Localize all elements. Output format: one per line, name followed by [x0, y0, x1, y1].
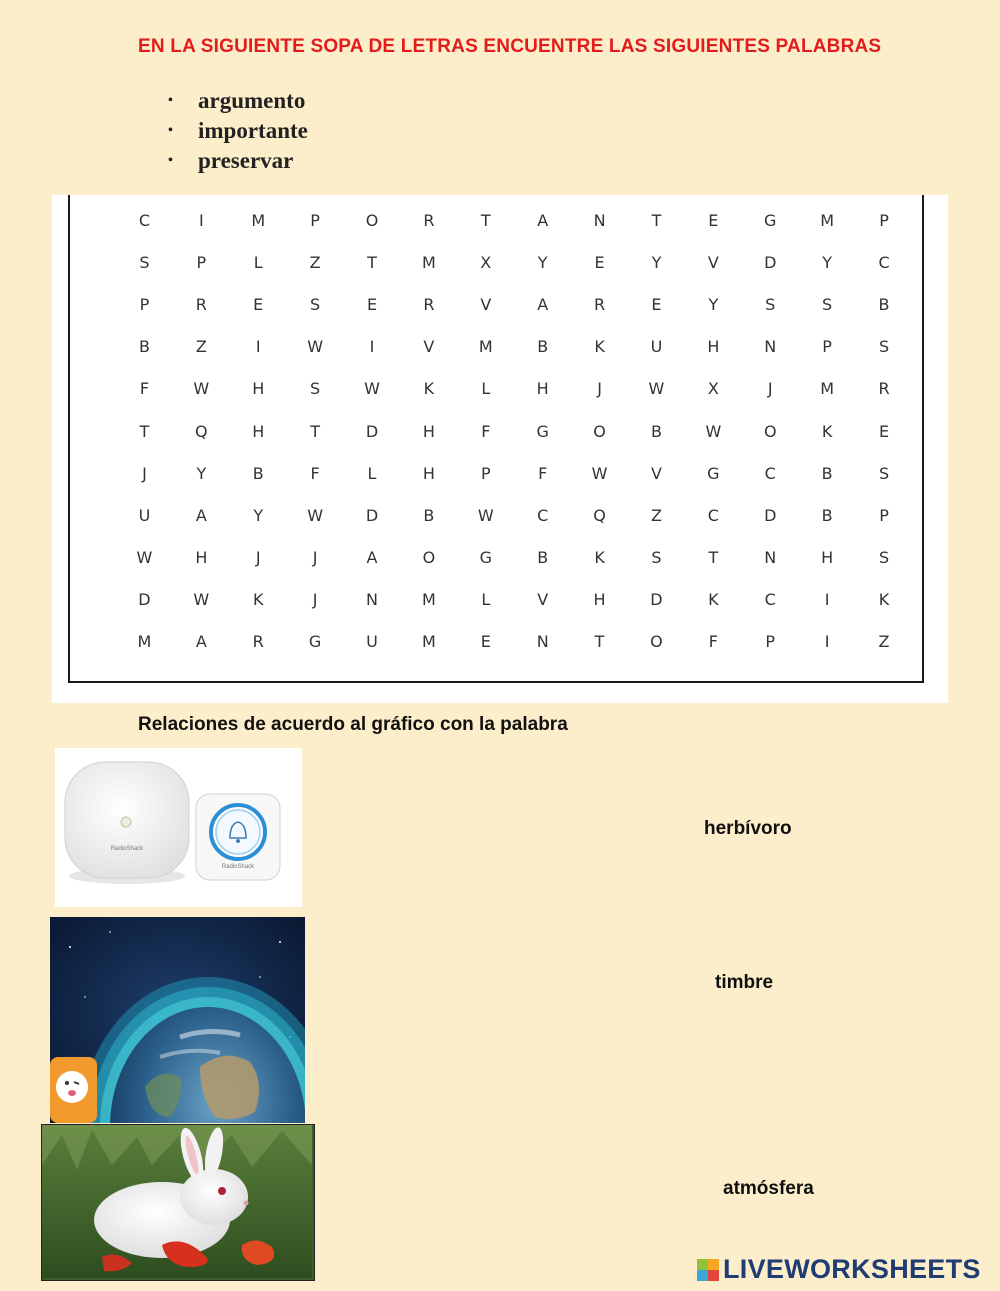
grid-cell[interactable]: M — [820, 379, 835, 399]
grid-cell[interactable]: T — [594, 632, 605, 652]
grid-cell[interactable]: P — [879, 505, 889, 525]
letter-grid — [116, 199, 912, 663]
grid-cell[interactable]: K — [821, 421, 833, 441]
grid-cell[interactable]: H — [593, 590, 606, 610]
grid-cell[interactable]: M — [421, 590, 436, 610]
grid-cell[interactable]: Y — [253, 505, 264, 525]
word-item: argumento — [198, 88, 306, 113]
grid-cell[interactable]: D — [365, 505, 379, 525]
earth-atmosphere-image[interactable] — [50, 917, 305, 1123]
grid-cell[interactable]: C — [764, 463, 776, 483]
grid-cell[interactable]: F — [139, 379, 150, 399]
grid-cell[interactable]: W — [648, 379, 665, 399]
grid-cell[interactable]: G — [308, 632, 322, 652]
doorbell-brand-label: RadioShack — [110, 846, 144, 852]
grid-cell[interactable]: H — [195, 548, 208, 568]
grid-cell[interactable]: V — [707, 252, 719, 272]
grid-cell[interactable]: W — [193, 590, 210, 610]
grid-cell[interactable]: Y — [651, 252, 662, 272]
grid-cell[interactable]: U — [650, 337, 663, 357]
grid-cell[interactable]: N — [536, 632, 549, 652]
grid-cell[interactable]: S — [310, 379, 321, 399]
grid-cell[interactable]: P — [310, 210, 320, 230]
grid-cell[interactable]: Y — [537, 252, 548, 272]
grid-cell[interactable]: K — [878, 590, 890, 610]
grid-cell[interactable]: J — [767, 379, 773, 399]
grid-cell[interactable]: B — [821, 463, 833, 483]
grid-cell[interactable]: M — [478, 337, 493, 357]
target-word-list — [168, 86, 308, 176]
grid-cell[interactable]: C — [764, 590, 776, 610]
grid-cell[interactable]: N — [366, 590, 378, 610]
doorbell-button-brand-label: RadioShack — [221, 864, 255, 870]
grid-cell[interactable]: Y — [708, 294, 719, 314]
grid-cell[interactable]: I — [255, 337, 261, 357]
grid-cell[interactable]: G — [479, 548, 492, 568]
grid-cell[interactable]: P — [139, 294, 150, 314]
brand-name: LIVEWORKSHEETS — [723, 1254, 981, 1284]
grid-cell[interactable]: R — [252, 632, 264, 652]
grid-cell[interactable]: N — [764, 548, 777, 568]
grid-cell[interactable]: O — [593, 421, 606, 441]
grid-cell[interactable]: Y — [196, 463, 207, 483]
grid-cell[interactable]: C — [878, 252, 890, 272]
grid-cell[interactable]: D — [365, 421, 379, 441]
grid-cell[interactable]: R — [594, 294, 606, 314]
grid-cell[interactable]: O — [763, 421, 777, 441]
grid-cell[interactable]: D — [138, 590, 151, 610]
grid-cell[interactable]: U — [366, 632, 378, 652]
grid-cell[interactable]: V — [537, 590, 549, 610]
grid-cell[interactable]: I — [824, 590, 830, 610]
grid-cell[interactable]: A — [195, 632, 207, 652]
grid-cell[interactable]: B — [537, 337, 549, 357]
grid-cell[interactable]: E — [878, 421, 890, 441]
grid-cell[interactable]: P — [765, 632, 776, 652]
grid-cell[interactable]: E — [366, 294, 378, 314]
grid-cell[interactable]: Z — [195, 337, 207, 357]
grid-cell[interactable]: A — [366, 548, 378, 568]
grid-cell[interactable]: L — [481, 590, 491, 610]
grid-cell[interactable]: H — [821, 548, 834, 568]
grid-cell[interactable]: M — [137, 632, 152, 652]
grid-cell[interactable]: G — [764, 210, 777, 230]
doorbell-image[interactable] — [55, 748, 302, 907]
grid-cell[interactable]: W — [477, 505, 494, 525]
grid-cell[interactable]: K — [708, 590, 719, 610]
grid-cell[interactable]: T — [139, 421, 150, 441]
matching-instructions: Relaciones de acuerdo al gráfico con la palabra — [138, 714, 568, 735]
grid-cell[interactable]: P — [480, 463, 491, 483]
grid-cell[interactable]: W — [591, 463, 608, 483]
word-item: preservar — [198, 148, 294, 173]
logo-mark-icon — [697, 1259, 719, 1281]
rabbit-image[interactable] — [41, 1124, 315, 1281]
grid-cell[interactable]: H — [422, 421, 435, 441]
grid-cell[interactable]: W — [307, 505, 324, 525]
grid-cell[interactable]: H — [252, 379, 265, 399]
grid-cell[interactable]: O — [650, 632, 663, 652]
grid-cell[interactable]: U — [138, 505, 151, 525]
grid-cell[interactable]: A — [537, 210, 549, 230]
list-item — [168, 146, 308, 176]
grid-cell[interactable]: E — [651, 294, 662, 314]
match-word-atmosfera[interactable]: atmósfera — [723, 1178, 814, 1199]
grid-cell[interactable]: A — [537, 294, 549, 314]
grid-cell[interactable]: R — [423, 294, 435, 314]
grid-cell[interactable]: P — [196, 252, 207, 272]
grid-cell[interactable]: J — [142, 463, 147, 483]
grid-cell[interactable]: D — [764, 505, 777, 525]
grid-cell[interactable]: G — [707, 463, 720, 483]
grid-cell[interactable]: F — [538, 463, 548, 483]
grid-cell[interactable]: J — [255, 548, 261, 568]
grid-cell[interactable]: D — [650, 590, 663, 610]
grid-cell[interactable]: C — [707, 505, 719, 525]
grid-cell[interactable]: H — [422, 463, 435, 483]
grid-cell[interactable]: N — [764, 337, 777, 357]
grid-cell[interactable]: R — [195, 294, 207, 314]
grid-cell[interactable]: W — [307, 337, 324, 357]
grid-cell[interactable]: Z — [309, 252, 321, 272]
grid-cell[interactable]: S — [878, 548, 890, 568]
grid-cell[interactable]: A — [195, 505, 207, 525]
grid-cell[interactable]: H — [536, 379, 549, 399]
grid-cell[interactable]: S — [822, 294, 833, 314]
bullet: • — [168, 153, 173, 168]
list-item — [168, 116, 308, 146]
grid-cell[interactable]: B — [423, 505, 435, 525]
grid-cell[interactable]: Q — [593, 505, 606, 525]
grid-cell[interactable]: I — [824, 632, 830, 652]
bullet: • — [168, 93, 173, 108]
grid-cell[interactable]: F — [310, 463, 320, 483]
grid-cell[interactable]: S — [139, 252, 150, 272]
word-item: importante — [198, 118, 308, 143]
grid-cell[interactable]: J — [312, 590, 318, 610]
grid-cell[interactable]: O — [365, 210, 379, 230]
list-item — [168, 86, 308, 116]
grid-cell[interactable]: B — [537, 548, 549, 568]
grid-cell[interactable]: S — [878, 463, 890, 483]
grid-cell[interactable]: C — [138, 210, 151, 230]
grid-cell[interactable]: K — [594, 337, 605, 357]
grid-cell[interactable]: V — [480, 294, 492, 314]
grid-cell[interactable]: I — [198, 210, 204, 230]
grid-cell[interactable]: S — [878, 337, 890, 357]
grid-cell[interactable]: J — [312, 548, 318, 568]
grid-cell[interactable]: E — [594, 252, 605, 272]
match-word-herbivoro[interactable]: herbívoro — [704, 818, 792, 839]
word-search-frame — [68, 195, 924, 683]
grid-cell[interactable]: Z — [878, 632, 890, 652]
grid-cell[interactable]: S — [765, 294, 776, 314]
grid-cell[interactable]: Z — [650, 505, 662, 525]
grid-cell[interactable]: O — [422, 548, 436, 568]
grid-cell[interactable]: M — [820, 210, 835, 230]
grid-cell[interactable]: M — [421, 252, 436, 272]
grid-cell[interactable]: B — [138, 337, 150, 357]
grid-cell[interactable]: I — [369, 337, 375, 357]
liveworksheets-logo — [697, 1254, 981, 1285]
grid-cell[interactable]: H — [252, 421, 265, 441]
grid-cell[interactable]: T — [310, 421, 320, 441]
grid-cell[interactable]: E — [480, 632, 491, 652]
grid-cell[interactable]: R — [423, 210, 435, 230]
grid-cell[interactable]: X — [707, 379, 719, 399]
grid-cell[interactable]: D — [764, 252, 777, 272]
grid-cell[interactable]: W — [364, 379, 380, 399]
grid-cell[interactable]: B — [252, 463, 264, 483]
grid-cell[interactable]: K — [423, 379, 435, 399]
grid-cell[interactable]: E — [253, 294, 264, 314]
instructions-title: EN LA SIGUIENTE SOPA DE LETRAS ENCUENTRE LAS SIGUIENTES PALABRAS — [138, 36, 882, 57]
grid-cell[interactable]: R — [878, 379, 890, 399]
grid-cell[interactable]: G — [536, 421, 549, 441]
grid-cell[interactable]: V — [650, 463, 662, 483]
word-search-panel — [52, 195, 948, 703]
grid-cell[interactable]: B — [821, 505, 833, 525]
grid-cell[interactable]: P — [822, 337, 832, 357]
grid-cell[interactable]: K — [252, 590, 264, 610]
grid-cell[interactable]: F — [481, 421, 491, 441]
grid-cell[interactable]: T — [708, 548, 719, 568]
grid-cell[interactable]: J — [597, 379, 602, 399]
grid-cell[interactable]: S — [651, 548, 662, 568]
grid-cell[interactable]: M — [421, 632, 436, 652]
grid-cell[interactable]: T — [651, 210, 662, 230]
grid-cell[interactable]: W — [193, 379, 210, 399]
grid-cell[interactable]: E — [708, 210, 719, 230]
grid-cell[interactable]: Y — [822, 252, 833, 272]
grid-cell[interactable]: L — [481, 379, 491, 399]
grid-cell[interactable]: Q — [195, 421, 208, 441]
grid-cell[interactable]: H — [707, 337, 720, 357]
grid-cell[interactable]: W — [136, 548, 153, 568]
grid-cell[interactable]: F — [708, 632, 718, 652]
bullet: • — [168, 123, 173, 138]
grid-cell[interactable]: N — [593, 210, 606, 230]
grid-cell[interactable]: K — [594, 548, 605, 568]
match-word-timbre[interactable]: timbre — [715, 972, 774, 993]
grid-cell[interactable]: B — [878, 294, 890, 314]
grid-cell[interactable]: W — [705, 421, 722, 441]
grid-cell[interactable]: T — [480, 210, 491, 230]
grid-cell[interactable]: M — [251, 210, 266, 230]
grid-cell[interactable]: P — [879, 210, 889, 230]
grid-cell[interactable]: S — [310, 294, 321, 314]
grid-cell[interactable]: L — [253, 252, 263, 272]
grid-cell[interactable]: C — [537, 505, 549, 525]
grid-cell[interactable]: X — [480, 252, 492, 272]
grid-cell[interactable]: L — [367, 463, 377, 483]
grid-cell[interactable]: V — [423, 337, 435, 357]
grid-cell[interactable]: B — [650, 421, 662, 441]
grid-cell[interactable]: T — [367, 252, 377, 272]
